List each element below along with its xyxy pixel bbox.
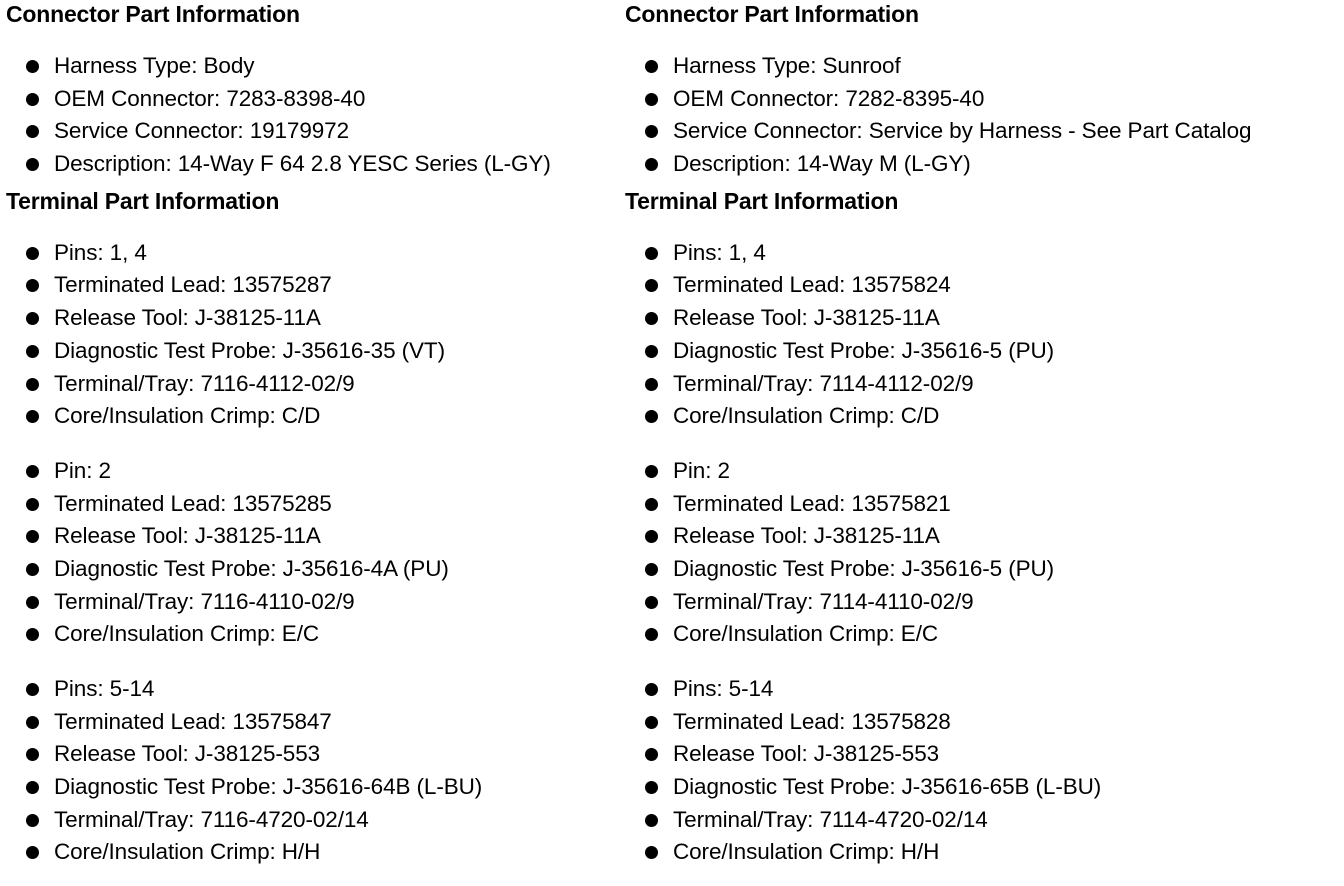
bullet-icon xyxy=(26,683,39,696)
list-item: Release Tool: J-38125-11A xyxy=(6,302,726,335)
bullet-icon xyxy=(26,158,39,171)
bullet-icon xyxy=(645,781,658,794)
terminal-group-list xyxy=(625,673,1344,869)
bullet-icon xyxy=(26,814,39,827)
list-item: Diagnostic Test Probe: J-35616-64B (L-BU) xyxy=(6,771,726,804)
bullet-icon xyxy=(26,125,39,138)
bullet-icon xyxy=(26,93,39,106)
terminal-group-list xyxy=(6,237,726,433)
connector-column-sunroof xyxy=(625,0,1344,869)
list-item: Diagnostic Test Probe: J-35616-5 (PU) xyxy=(625,553,1344,586)
list-item: Pins: 1, 4 xyxy=(6,237,726,270)
terminal-group-list xyxy=(625,455,1344,651)
bullet-icon xyxy=(26,748,39,761)
terminal-part-heading: Terminal Part Information xyxy=(6,187,280,214)
bullet-icon xyxy=(26,846,39,859)
list-item: Core/Insulation Crimp: H/H xyxy=(6,836,726,869)
list-item: Pins: 1, 4 xyxy=(625,237,1344,270)
bullet-icon xyxy=(645,465,658,478)
list-item: Pin: 2 xyxy=(625,455,1344,488)
bullet-icon xyxy=(26,465,39,478)
connector-part-list xyxy=(6,50,726,181)
list-item: Terminated Lead: 13575285 xyxy=(6,488,726,521)
bullet-icon xyxy=(26,60,39,73)
bullet-icon xyxy=(645,125,658,138)
connector-part-heading: Connector Part Information xyxy=(6,1,300,27)
bullet-icon xyxy=(645,279,658,292)
list-item: Release Tool: J-38125-11A xyxy=(625,520,1344,553)
bullet-icon xyxy=(645,748,658,761)
list-item: Terminated Lead: 13575847 xyxy=(6,706,726,739)
list-item: Description: 14-Way M (L-GY) xyxy=(625,148,1344,181)
bullet-icon xyxy=(26,498,39,511)
list-item: Harness Type: Sunroof xyxy=(625,50,1344,83)
bullet-icon xyxy=(26,312,39,325)
bullet-icon xyxy=(26,345,39,358)
list-item: Terminal/Tray: 7114-4720-02/14 xyxy=(625,804,1344,837)
terminal-group-list xyxy=(625,237,1344,433)
bullet-icon xyxy=(26,530,39,543)
bullet-icon xyxy=(26,247,39,260)
bullet-icon xyxy=(645,410,658,423)
bullet-icon xyxy=(645,312,658,325)
bullet-icon xyxy=(645,158,658,171)
list-item: Release Tool: J-38125-11A xyxy=(625,302,1344,335)
bullet-icon xyxy=(645,563,658,576)
bullet-icon xyxy=(26,628,39,641)
list-item: Core/Insulation Crimp: E/C xyxy=(625,618,1344,651)
list-item: Diagnostic Test Probe: J-35616-65B (L-BU) xyxy=(625,771,1344,804)
list-item: Release Tool: J-38125-553 xyxy=(6,738,726,771)
bullet-icon xyxy=(26,279,39,292)
bullet-icon xyxy=(26,716,39,729)
bullet-icon xyxy=(645,628,658,641)
list-item: Diagnostic Test Probe: J-35616-35 (VT) xyxy=(6,335,726,368)
list-item: Diagnostic Test Probe: J-35616-4A (PU) xyxy=(6,553,726,586)
list-item: Core/Insulation Crimp: C/D xyxy=(6,400,726,433)
list-item: Terminal/Tray: 7114-4112-02/9 xyxy=(625,368,1344,401)
list-item: Terminal/Tray: 7114-4110-02/9 xyxy=(625,586,1344,619)
list-item: Terminated Lead: 13575828 xyxy=(625,706,1344,739)
list-item: Terminated Lead: 13575287 xyxy=(6,269,726,302)
list-item: Service Connector: Service by Harness - See Part Catalog xyxy=(625,115,1344,148)
bullet-icon xyxy=(26,596,39,609)
bullet-icon xyxy=(645,596,658,609)
list-item: Description: 14-Way F 64 2.8 YESC Series (L-GY) xyxy=(6,148,726,181)
bullet-icon xyxy=(645,60,658,73)
list-item: Core/Insulation Crimp: H/H xyxy=(625,836,1344,869)
list-item: Release Tool: J-38125-553 xyxy=(625,738,1344,771)
list-item: Terminal/Tray: 7116-4720-02/14 xyxy=(6,804,726,837)
terminal-part-heading: Terminal Part Information xyxy=(625,187,899,214)
list-item: OEM Connector: 7282-8395-40 xyxy=(625,83,1344,116)
bullet-icon xyxy=(645,530,658,543)
bullet-icon xyxy=(26,378,39,391)
list-item: Pins: 5-14 xyxy=(6,673,726,706)
connector-column-body xyxy=(6,0,726,869)
list-item: Pins: 5-14 xyxy=(625,673,1344,706)
list-item: Service Connector: 19179972 xyxy=(6,115,726,148)
list-item: Pin: 2 xyxy=(6,455,726,488)
list-item: Core/Insulation Crimp: E/C xyxy=(6,618,726,651)
connector-part-list xyxy=(625,50,1344,181)
bullet-icon xyxy=(645,378,658,391)
list-item: Terminal/Tray: 7116-4112-02/9 xyxy=(6,368,726,401)
bullet-icon xyxy=(26,781,39,794)
bullet-icon xyxy=(26,563,39,576)
list-item: Release Tool: J-38125-11A xyxy=(6,520,726,553)
list-item: OEM Connector: 7283-8398-40 xyxy=(6,83,726,116)
list-item: Diagnostic Test Probe: J-35616-5 (PU) xyxy=(625,335,1344,368)
bullet-icon xyxy=(645,846,658,859)
list-item: Terminal/Tray: 7116-4110-02/9 xyxy=(6,586,726,619)
list-item: Terminated Lead: 13575821 xyxy=(625,488,1344,521)
bullet-icon xyxy=(645,716,658,729)
connector-part-heading: Connector Part Information xyxy=(625,1,919,27)
list-item: Terminated Lead: 13575824 xyxy=(625,269,1344,302)
terminal-group-list xyxy=(6,455,726,651)
bullet-icon xyxy=(645,683,658,696)
terminal-group-list xyxy=(6,673,726,869)
bullet-icon xyxy=(26,410,39,423)
bullet-icon xyxy=(645,498,658,511)
bullet-icon xyxy=(645,814,658,827)
bullet-icon xyxy=(645,247,658,260)
list-item: Core/Insulation Crimp: C/D xyxy=(625,400,1344,433)
list-item: Harness Type: Body xyxy=(6,50,726,83)
bullet-icon xyxy=(645,345,658,358)
bullet-icon xyxy=(645,93,658,106)
